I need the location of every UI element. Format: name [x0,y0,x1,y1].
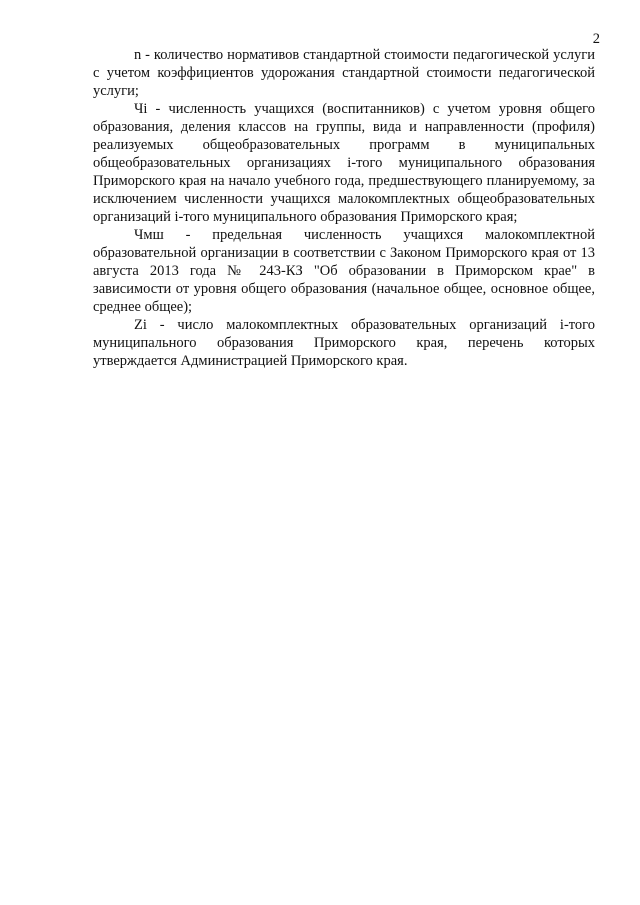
paragraph-n-definition: n - количество нормативов стандартной стоимости педагогической услуги с учетом коэффициентов удорожания стандартной стоимости педагогической услуги; [93,47,595,99]
paragraph-chmsh-definition: Чмш - предельная численность учащихся малокомплектной образовательной организации в соответствии с Законом Приморского края от 13 августа 2013 года № 243-КЗ "Об образовании в Приморском крае" в зависимости от уровня общего образования (начальное общее, основное общее, среднее общее); [93,227,595,315]
document-body [93,46,595,370]
paragraph-chi-definition: Чi - численность учащихся (воспитанников) с учетом уровня общего образования, деления классов на группы, вида и направленности (профиля) реализуемых общеобразовательных программ в муниципальных общеобразовательных организациях i-того муниципального образования Приморского края на начало учебного года, предшествующего планируемому, за исключением численности учащихся малокомплектных общеобразовательных организаций i-того муниципального образования Приморского края; [93,101,595,225]
page-number: 2 [592,31,600,47]
paragraph-zi-definition: Zi - число малокомплектных образовательных организаций i-того муниципального образования Приморского края, перечень которых утверждается Администрацией Приморского края. [93,317,595,369]
